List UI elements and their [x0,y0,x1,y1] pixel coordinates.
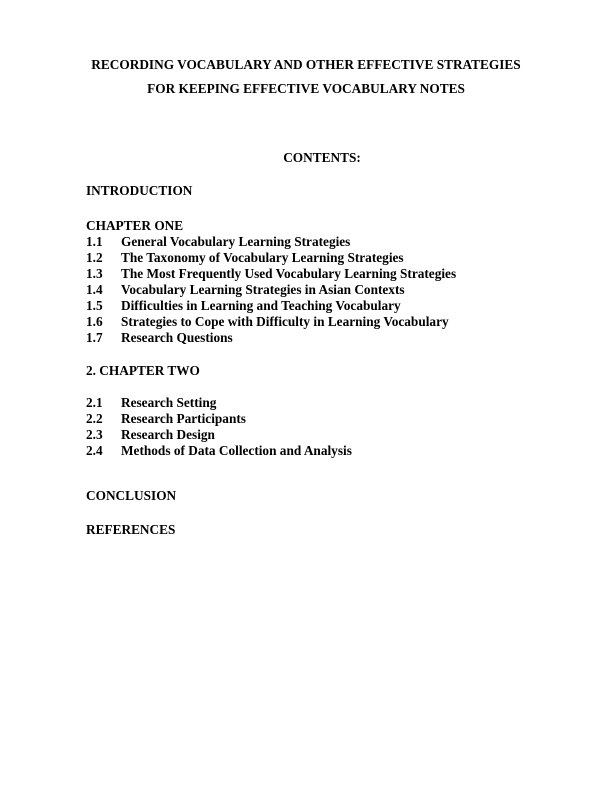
toc-item-number: 2.2 [86,411,103,426]
toc-item-number: 2.3 [86,427,103,442]
toc-item-number: 2.1 [86,395,103,410]
toc-item-number: 1.7 [86,330,103,345]
toc-conclusion: CONCLUSION [86,488,177,503]
toc-item-number: 1.3 [86,266,103,281]
toc-item-number: 1.6 [86,314,103,329]
toc-item-title: Research Questions [121,330,233,345]
toc-item-title: Research Participants [121,411,246,426]
toc-item-number: 1.4 [86,282,103,297]
toc-item-number: 1.1 [86,234,103,249]
chapter-one-heading: CHAPTER ONE [86,218,184,233]
toc-item-title: Research Design [121,427,215,442]
toc-item-title: Vocabulary Learning Strategies in Asian Contexts [121,282,405,297]
contents-heading: CONTENTS: [283,150,361,165]
toc-item-title: Research Setting [121,395,217,410]
chapter-two-heading: 2. CHAPTER TWO [86,363,200,378]
toc-item-number: 1.5 [86,298,103,313]
toc-item-title: Methods of Data Collection and Analysis [121,443,352,458]
document-title-line-2: FOR KEEPING EFFECTIVE VOCABULARY NOTES [147,81,465,96]
toc-item-title: Difficulties in Learning and Teaching Vocabulary [121,298,401,313]
toc-item-number: 1.2 [86,250,103,265]
toc-item-title: The Taxonomy of Vocabulary Learning Strategies [121,250,404,265]
toc-item-number: 2.4 [86,443,103,458]
toc-item-title: General Vocabulary Learning Strategies [121,234,351,249]
document-title-line-1: RECORDING VOCABULARY AND OTHER EFFECTIVE STRATEGIES [91,57,521,72]
toc-introduction: INTRODUCTION [86,183,193,198]
toc-item-title: The Most Frequently Used Vocabulary Learning Strategies [121,266,457,281]
toc-item-title: Strategies to Cope with Difficulty in Learning Vocabulary [121,314,449,329]
toc-references: REFERENCES [86,522,176,537]
